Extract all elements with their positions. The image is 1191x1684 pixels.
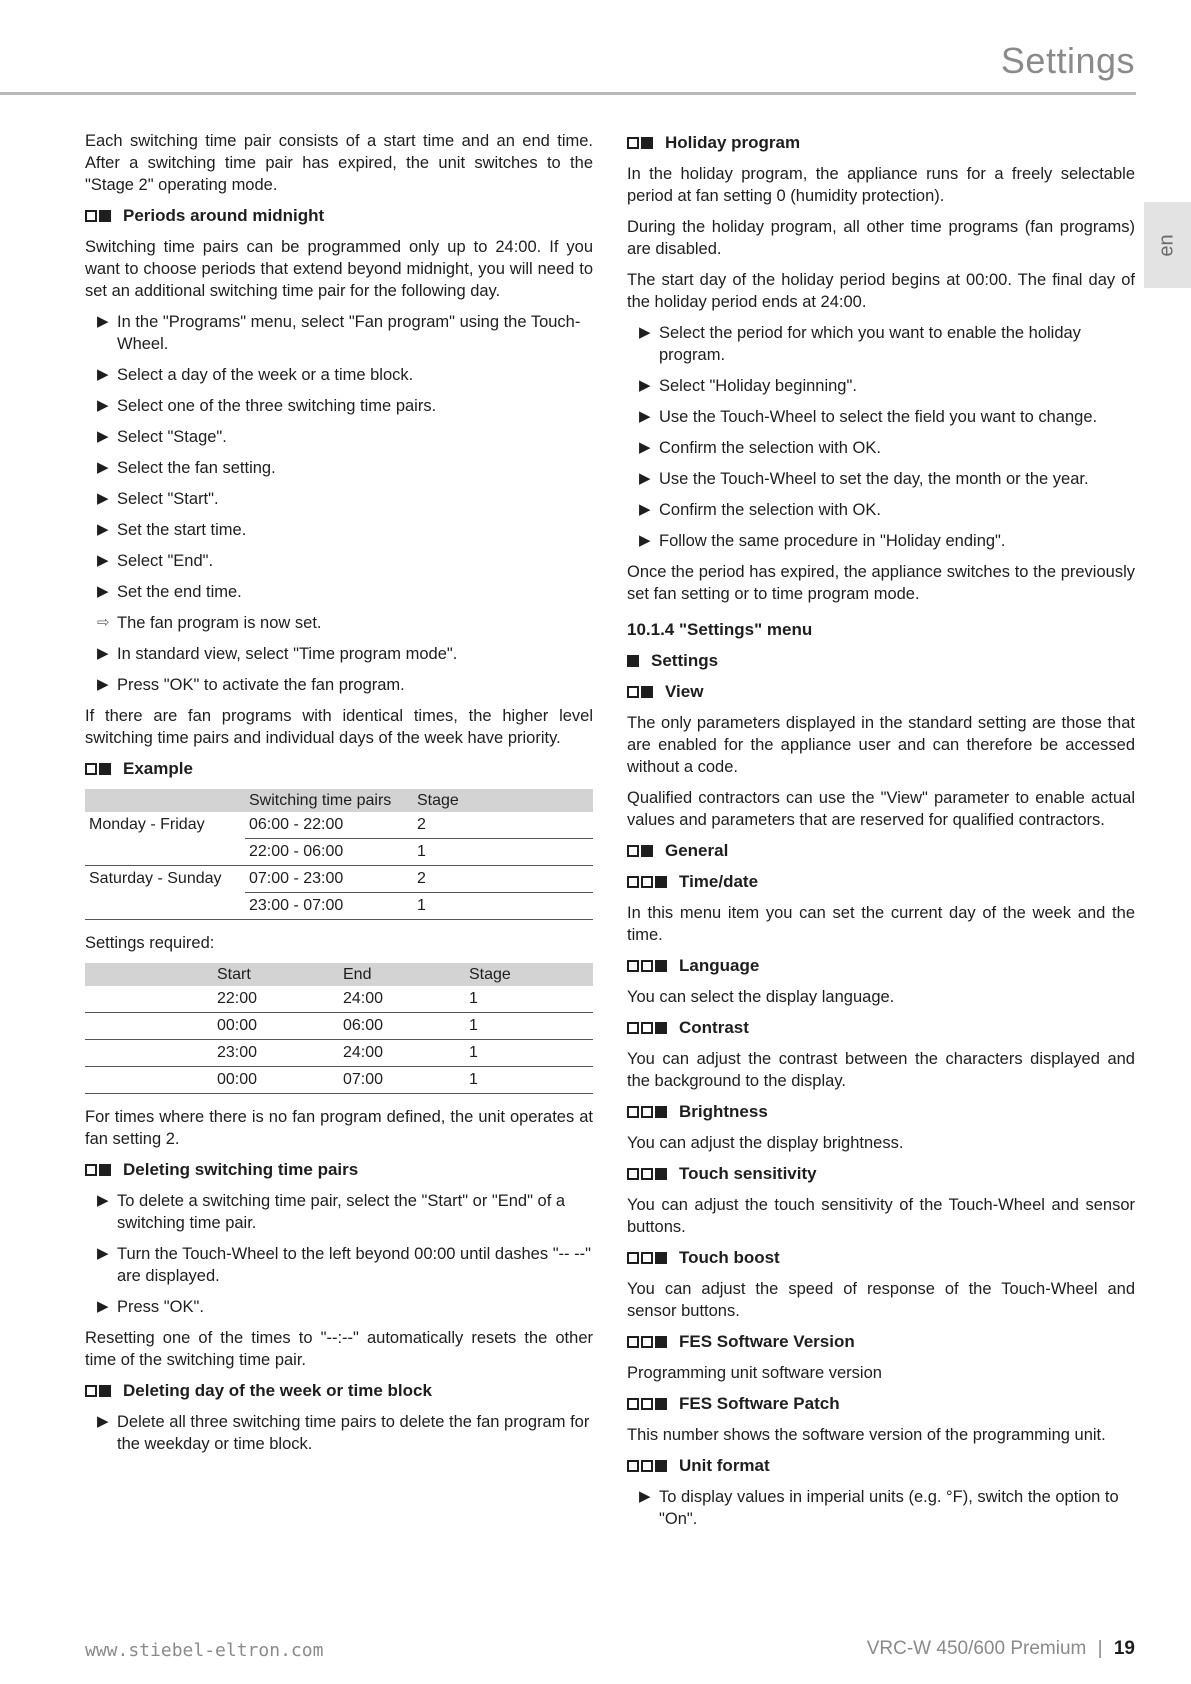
fes-version-paragraph: Programming unit software version	[627, 1364, 882, 1382]
table-row: Saturday - Sunday 07:00 - 23:00 2	[85, 866, 593, 893]
no-program-note: For times where there is no fan program defined, the unit operates at fan setting 2.	[85, 1108, 593, 1148]
view-paragraph: The only parameters displayed in the standard setting are those that are enabled for the appliance user and can therefore be accessed without a code.	[627, 714, 1135, 776]
table-row: 22:00 - 06:00 1	[85, 839, 593, 866]
level-square-icon	[99, 1164, 111, 1176]
level-square-icon	[655, 1106, 667, 1118]
heading-fes-software-version: FES Software Version	[627, 1331, 1135, 1353]
triangle-bullet-icon: ▶	[639, 532, 651, 549]
step-item: ▶ Select the fan setting.	[97, 459, 276, 477]
triangle-bullet-icon: ▶	[97, 397, 109, 414]
level-box-icon	[627, 1336, 639, 1348]
triangle-bullet-icon: ▶	[97, 645, 109, 662]
level-box-icon	[641, 1022, 653, 1034]
level-box-icon	[641, 1336, 653, 1348]
level-box-icon	[627, 1022, 639, 1034]
language-tab	[1144, 202, 1191, 288]
heading-periods-around-midnight: Periods around midnight	[85, 205, 593, 227]
level-box-icon	[641, 1460, 653, 1472]
level-box-icon	[627, 1106, 639, 1118]
heading-deleting-switching-time-pairs: Deleting switching time pairs	[85, 1159, 593, 1181]
heading-touch-boost: Touch boost	[627, 1247, 1135, 1269]
heading-general: General	[627, 840, 1135, 862]
level-square-icon	[99, 763, 111, 775]
triangle-bullet-icon: ▶	[97, 1298, 109, 1315]
triangle-bullet-icon: ▶	[639, 501, 651, 518]
triangle-bullet-icon: ▶	[97, 676, 109, 693]
step-item: ▶ In standard view, select "Time program mode".	[97, 645, 458, 663]
heading-brightness: Brightness	[627, 1101, 1135, 1123]
footer-model: VRC-W 450/600 Premium	[866, 1638, 1087, 1659]
footer-page-info	[867, 1638, 1135, 1660]
level-box-icon	[641, 1106, 653, 1118]
table-row: 23:00 24:00 1	[85, 1040, 593, 1067]
level-box-icon	[641, 876, 653, 888]
brightness-paragraph: You can adjust the display brightness.	[627, 1134, 904, 1152]
table-row: 00:00 07:00 1	[85, 1067, 593, 1094]
table-header: Stage	[413, 789, 593, 812]
step-item: ▶ Select one of the three switching time pairs.	[97, 397, 437, 415]
fes-patch-paragraph: This number shows the software version of the programming unit.	[627, 1426, 1106, 1444]
level-square-icon	[641, 845, 653, 857]
level-box-icon	[627, 845, 639, 857]
level-box-icon	[627, 686, 639, 698]
level-square-icon	[655, 1336, 667, 1348]
heading-time-date: Time/date	[627, 871, 1135, 893]
holiday-paragraph: Once the period has expired, the appliance switches to the previously set fan setting or to time program mode.	[627, 563, 1135, 603]
section-title: 10.1.4 "Settings" menu	[627, 620, 813, 639]
triangle-bullet-icon: ▶	[639, 470, 651, 487]
level-box-icon	[641, 1398, 653, 1410]
table-header: Switching time pairs	[245, 789, 413, 812]
triangle-bullet-icon: ▶	[97, 1413, 109, 1430]
footer-separator: |	[1097, 1638, 1103, 1659]
table-header	[85, 789, 245, 812]
step-item: ▶ To display values in imperial units (e.g. °F), switch the option to "On".	[639, 1488, 1119, 1528]
triangle-bullet-icon: ▶	[639, 408, 651, 425]
level-box-icon	[85, 763, 97, 775]
triangle-bullet-icon: ▶	[97, 583, 109, 600]
step-item: ▶ To delete a switching time pair, select the "Start" or "End" of a switching time pair.	[97, 1192, 566, 1232]
touch-sensitivity-paragraph: You can adjust the touch sensitivity of the Touch-Wheel and sensor buttons.	[627, 1196, 1135, 1236]
contrast-paragraph: You can adjust the contrast between the characters displayed and the background to the display.	[627, 1050, 1135, 1090]
reset-paragraph: Resetting one of the times to "--:--" automatically resets the other time of the switching time pair.	[85, 1329, 593, 1369]
level-square-icon	[99, 1385, 111, 1397]
triangle-bullet-icon: ▶	[97, 1192, 109, 1209]
triangle-bullet-icon: ▶	[639, 439, 651, 456]
level-square-icon	[655, 1398, 667, 1410]
level-box-icon	[627, 1252, 639, 1264]
example-table	[85, 789, 593, 920]
header-divider	[0, 92, 1136, 95]
heading-contrast: Contrast	[627, 1017, 1135, 1039]
step-item: ▶ Turn the Touch-Wheel to the left beyond 00:00 until dashes "-- --" are displayed.	[97, 1245, 591, 1285]
table-row: 23:00 - 07:00 1	[85, 893, 593, 920]
level-square-icon	[99, 210, 111, 222]
intro-paragraph: Each switching time pair consists of a start time and an end time. After a switching time pair has expired, the unit switches to the "Stage 2" operating mode.	[85, 132, 593, 194]
step-item: ▶ Select a day of the week or a time block.	[97, 366, 414, 384]
language-tab-label: en	[1156, 233, 1178, 257]
level-box-icon	[627, 1168, 639, 1180]
heading-holiday-program: Holiday program	[627, 132, 1135, 154]
level-square-icon	[641, 137, 653, 149]
time-date-paragraph: In this menu item you can set the current day of the week and the time.	[627, 904, 1135, 944]
step-item: ▶ Select "End".	[97, 552, 214, 570]
settings-required-table	[85, 963, 593, 1094]
heading-settings: Settings	[627, 650, 1135, 672]
table-header: Stage	[465, 963, 593, 986]
priority-paragraph: If there are fan programs with identical times, the higher level switching time pairs and individual days of the week have priority.	[85, 707, 593, 747]
step-item: ▶ Press "OK".	[97, 1298, 204, 1316]
triangle-bullet-icon: ▶	[97, 428, 109, 445]
heading-view: View	[627, 681, 1135, 703]
step-item: ▶ Set the start time.	[97, 521, 247, 539]
heading-deleting-day: Deleting day of the week or time block	[85, 1380, 593, 1402]
heading-fes-software-patch: FES Software Patch	[627, 1393, 1135, 1415]
triangle-bullet-icon: ▶	[639, 377, 651, 394]
level-box-icon	[641, 1252, 653, 1264]
language-paragraph: You can select the display language.	[627, 988, 895, 1006]
triangle-bullet-icon: ▶	[97, 1245, 109, 1262]
level-box-icon	[85, 1164, 97, 1176]
table-header: End	[339, 963, 465, 986]
triangle-bullet-icon: ▶	[639, 324, 651, 341]
triangle-bullet-icon: ▶	[97, 552, 109, 569]
page-number: 19	[1113, 1638, 1135, 1659]
footer-url: www.stiebel-eltron.com	[85, 1640, 324, 1661]
heading-touch-sensitivity: Touch sensitivity	[627, 1163, 1135, 1185]
level-square-icon	[627, 655, 639, 667]
step-item: ▶ In the "Programs" menu, select "Fan program" using the Touch-Wheel.	[97, 313, 581, 353]
step-item: ▶ Follow the same procedure in "Holiday ending".	[639, 532, 1006, 550]
triangle-bullet-icon: ▶	[97, 490, 109, 507]
step-item: ▶ Delete all three switching time pairs to delete the fan program for the weekday or time block.	[97, 1413, 590, 1453]
step-item: ▶ Select "Start".	[97, 490, 219, 508]
table-header	[85, 963, 213, 986]
step-item: ▶ Set the end time.	[97, 583, 242, 601]
level-box-icon	[85, 210, 97, 222]
level-square-icon	[655, 1022, 667, 1034]
result-item: ⇨ The fan program is now set.	[97, 614, 322, 632]
heading-language: Language	[627, 955, 1135, 977]
level-square-icon	[655, 960, 667, 972]
settings-required-label: Settings required:	[85, 934, 215, 952]
triangle-bullet-icon: ▶	[97, 313, 109, 330]
level-box-icon	[85, 1385, 97, 1397]
step-item: ▶ Use the Touch-Wheel to select the field you want to change.	[639, 408, 1098, 426]
level-square-icon	[655, 1168, 667, 1180]
holiday-paragraph: In the holiday program, the appliance runs for a freely selectable period at fan setting 0 (humidity protection).	[627, 165, 1135, 205]
step-item: ▶ Select "Stage".	[97, 428, 227, 446]
step-item: ▶ Select the period for which you want to enable the holiday program.	[639, 324, 1081, 364]
table-row: Monday - Friday 06:00 - 22:00 2	[85, 812, 593, 839]
level-box-icon	[641, 960, 653, 972]
table-header: Start	[213, 963, 339, 986]
table-row: 22:00 24:00 1	[85, 986, 593, 1013]
level-box-icon	[627, 1460, 639, 1472]
left-column	[85, 130, 593, 1464]
level-box-icon	[627, 876, 639, 888]
result-arrow-icon: ⇨	[97, 614, 110, 631]
level-square-icon	[655, 876, 667, 888]
heading-example: Example	[85, 758, 593, 780]
level-square-icon	[655, 1460, 667, 1472]
right-column	[627, 130, 1135, 1539]
table-row: 00:00 06:00 1	[85, 1013, 593, 1040]
level-box-icon	[627, 1398, 639, 1410]
view-paragraph: Qualified contractors can use the "View" parameter to enable actual values and parameters that are reserved for qualified contractors.	[627, 789, 1135, 829]
triangle-bullet-icon: ▶	[97, 366, 109, 383]
triangle-bullet-icon: ▶	[97, 459, 109, 476]
step-item: ▶ Press "OK" to activate the fan program.	[97, 676, 405, 694]
touch-boost-paragraph: You can adjust the speed of response of the Touch-Wheel and sensor buttons.	[627, 1280, 1135, 1320]
holiday-paragraph: The start day of the holiday period begins at 00:00. The final day of the holiday period ends at 24:00.	[627, 271, 1135, 311]
step-item: ▶ Confirm the selection with OK.	[639, 439, 881, 457]
step-item: ▶ Select "Holiday beginning".	[639, 377, 857, 395]
step-item: ▶ Confirm the selection with OK.	[639, 501, 881, 519]
heading-unit-format: Unit format	[627, 1455, 1135, 1477]
level-box-icon	[627, 960, 639, 972]
level-box-icon	[627, 137, 639, 149]
level-square-icon	[655, 1252, 667, 1264]
midnight-paragraph: Switching time pairs can be programmed only up to 24:00. If you want to choose periods that extend beyond midnight, you will need to set an additional switching time pair for the following day.	[85, 238, 593, 300]
triangle-bullet-icon: ▶	[97, 521, 109, 538]
level-square-icon	[641, 686, 653, 698]
page-title: Settings	[1000, 40, 1135, 81]
holiday-paragraph: During the holiday program, all other time programs (fan programs) are disabled.	[627, 218, 1135, 258]
level-box-icon	[641, 1168, 653, 1180]
triangle-bullet-icon: ▶	[639, 1488, 651, 1505]
step-item: ▶ Use the Touch-Wheel to set the day, the month or the year.	[639, 470, 1089, 488]
